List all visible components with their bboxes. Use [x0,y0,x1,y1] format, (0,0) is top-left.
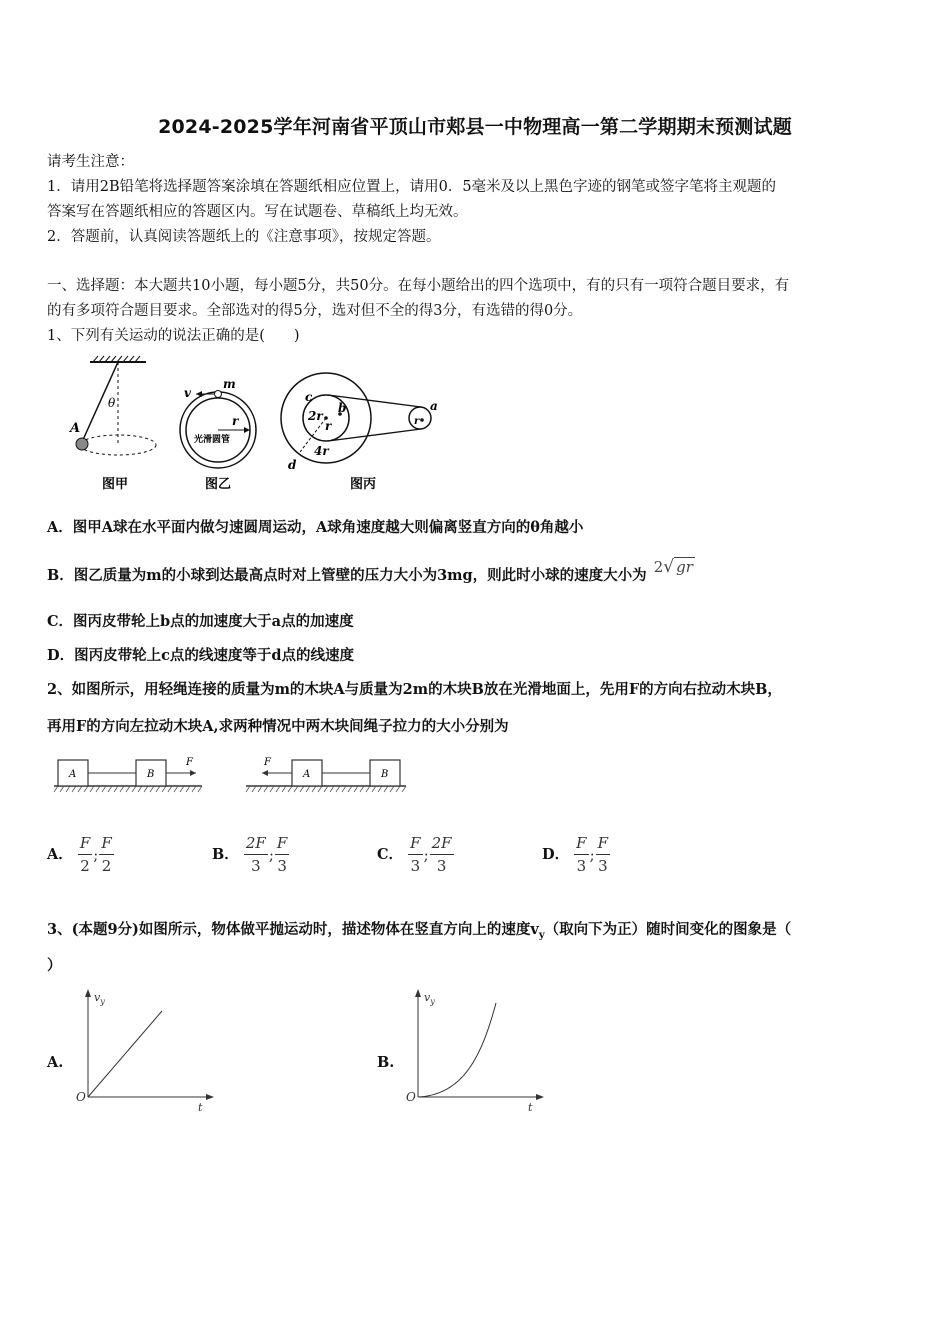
fraction: $\frac{2F}{3}$ [431,834,452,875]
notice-item-2: 2．答题前，认真阅读答题纸上的《注意事项》，按规定答题。 [47,229,441,245]
block-a2-label: A [303,769,311,780]
fraction: $\frac{F}{2}$ [79,834,91,875]
q1-option-b-formula: 2√ gr [653,557,693,577]
q3-graph-b [404,985,554,1115]
label-A: A [70,421,81,436]
q2-figure [50,748,410,800]
label-a: a [430,399,438,413]
graph-b-ylabel: $v_y$ [424,991,435,1006]
fraction: $\frac{2F}{3}$ [245,834,266,875]
label-b: b [338,401,347,415]
force-f2-label: F [264,757,271,768]
notice-item-1a: 1．请用2B铅笔将选择题答案涂填在答题纸相应位置上，请用0．5毫米及以上黑色字迹的钢笔或签字笔将主观题的 [47,179,777,195]
q3-stem-1-text: 3、(本题9分)如图所示，物体做平抛运动时，描述物体在竖直方向上的速度v [47,921,539,938]
graph-a-xlabel: t [198,1101,203,1114]
formula-radicand: gr [676,558,693,576]
notice-heading: 请考生注意： [47,154,134,170]
label-r: r [232,414,239,428]
q2-scene-2 [246,757,406,792]
q1-figure [60,352,460,497]
fraction: $\frac{F}{3}$ [597,834,609,875]
label-r-mid: r [325,419,332,433]
q2-option-c: C． $\frac{F}{3}$ ; $\frac{2F}{3}$ [377,834,452,875]
q2-stem-2: 再用F的方向左拉动木块A,求两种情况中两木块间绳子拉力的大小分别为 [47,718,509,735]
q3-option-b-label: B. [377,1054,395,1071]
q3-graph-a [74,985,224,1115]
q3-stem-sub: y [538,929,545,941]
q3-stem-2: ） [47,957,62,974]
caption-bing: 图丙 [350,477,377,492]
force-f-label: F [186,757,193,768]
graph-a-origin: O [76,1090,86,1104]
q3-stem-1b-text: （取向下为正）随时间变化的图象是（ [544,921,792,938]
label-theta: θ [108,396,116,410]
label-v: v [184,386,191,400]
block-b-label: B [147,769,155,780]
q2-scene-1 [54,757,202,792]
q2-option-d: D． $\frac{F}{3}$ ; $\frac{F}{3}$ [542,834,609,875]
label-m: m [223,377,236,391]
notice-item-1b: 答案写在答题纸相应的答题区内。写在试题卷、草稿纸上均无效。 [47,204,468,220]
fraction: $\frac{F}{3}$ [576,834,587,875]
graph-b-origin: O [406,1090,416,1104]
block-a-label: A [69,769,77,780]
section-intro-2: 的有多项符合题目要求。全部选对的得5分，选对但不全的得3分，有选错的得0分。 [47,303,583,319]
block-b2-label: B [381,769,389,780]
q1-stem: 1、下列有关运动的说法正确的是( ) [47,328,300,344]
q2-option-c-label: C． [377,846,404,863]
q1-option-b-text: B．图乙质量为m的小球到达最高点时对上管壁的压力大小为3mg，则此时小球的速度大小为 [47,567,647,584]
label-4r: 4r [314,444,329,458]
fraction: $\frac{F}{2}$ [101,834,112,875]
q1-option-c: C．图丙皮带轮上b点的加速度大于a点的加速度 [47,613,354,630]
q2-option-d-label: D． [542,846,570,863]
q3-option-a-label: A. [47,1054,64,1071]
caption-jia: 图甲 [102,477,129,492]
fig-yi [180,377,256,492]
fig-jia [68,356,156,492]
fraction: $\frac{F}{3}$ [410,834,421,875]
q2-option-a: A． $\frac{F}{2}$ ; $\frac{F}{2}$ [47,834,112,875]
formula-coef: 2 [653,558,664,576]
label-2r: 2r [308,409,323,423]
q3-stem-1 [47,920,791,946]
fig-bing [281,373,438,492]
page-title: 2024-2025学年河南省平顶山市郏县一中物理高一第二学期期末预测试题 [158,116,792,138]
label-c: c [305,390,313,404]
q2-option-a-label: A． [47,846,73,863]
q1-option-d: D．图丙皮带轮上c点的线速度等于d点的线速度 [47,647,355,664]
section-intro-1: 一、选择题：本大题共10小题，每小题5分，共50分。在每小题给出的四个选项中，有的只有一项符合题目要求，有 [47,278,790,294]
graph-a-ylabel: $v_y$ [94,991,105,1006]
q2-stem-1: 2、如图所示，用轻绳连接的质量为m的木块A与质量为2m的木块B放在光滑地面上，先用F的方向右拉动木块B， [47,681,782,698]
label-tube: 光滑圆管 [194,435,231,445]
q2-option-b-label: B． [212,846,239,863]
label-r-small: r [414,416,420,427]
q1-option-b [47,557,695,586]
graph-b-xlabel: t [528,1101,533,1114]
label-d: d [288,458,297,472]
q1-option-a: A．图甲A球在水平面内做匀速圆周运动，A球角速度越大则偏离竖直方向的θ角越小 [47,519,584,536]
caption-yi: 图乙 [205,477,232,492]
q2-option-b: B． $\frac{2F}{3}$ ; $\frac{F}{3}$ [212,834,288,875]
fraction: $\frac{F}{3}$ [276,834,288,875]
